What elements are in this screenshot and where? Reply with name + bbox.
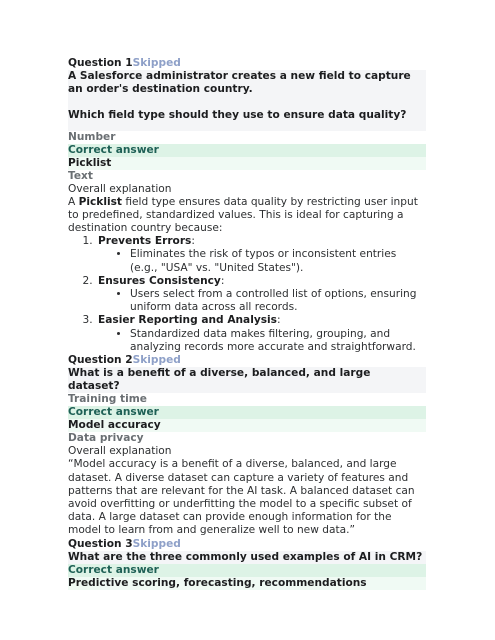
answer-option[interactable]: Training time <box>68 393 147 406</box>
question-number: Question 2 <box>68 353 133 366</box>
status-badge: Skipped <box>132 537 181 550</box>
question-3-prompt-box <box>68 551 426 564</box>
explanation-point: 2. Ensures Consistency: • Users select from a controlled list of options, ensuring uniform data across all records. <box>96 275 426 315</box>
explanation-detail: • Standardized data makes filtering, grouping, and analyzing records more accurate and straightforward. <box>130 328 426 354</box>
explanation-text: “Model accuracy is a benefit of a diverse, balanced, and large dataset. A diverse dataset can capture a variety of features and patterns that are relevant for the AI task. A balanced dataset can avoid overfitting or underfitting the model to a specific subset of data. A large dataset can provide enough information for the model to learn from and generalize well to new data.” <box>68 458 415 537</box>
question-1-header <box>68 57 426 70</box>
explanation-title: Overall explanation <box>68 182 172 195</box>
question-3-header <box>68 538 426 551</box>
answer-option-correct[interactable]: Picklist <box>68 157 426 170</box>
explanation-point: 3. Easier Reporting and Analysis: • Standardized data makes filtering, grouping, and analyzing records more accurate and straightforward. <box>96 314 426 354</box>
explanation-text: A Picklist field type ensures data quality by restricting user input to predefined, standardized values. This is ideal for capturing a destination country because: <box>68 195 418 235</box>
correct-answer-label: Correct answer <box>68 144 426 157</box>
question-prompt: Which field type should they use to ensure data quality? <box>68 109 407 122</box>
question-number: Question 3 <box>68 537 133 550</box>
explanation-detail: • Eliminates the risk of typos or inconsistent entries (e.g., "USA" vs. "United States"). <box>130 248 426 274</box>
question-text: What are the three commonly used examples of AI in CRM? <box>68 550 423 563</box>
question-text: A Salesforce administrator creates a new field to capture an order's destination country. <box>68 70 411 96</box>
answer-option[interactable]: Text <box>68 169 93 182</box>
status-badge: Skipped <box>132 353 181 366</box>
question-1-prompt-box <box>68 70 426 131</box>
question-2-header <box>68 354 426 367</box>
question-number: Question 1 <box>68 56 133 69</box>
answer-option-correct[interactable]: Predictive scoring, forecasting, recommendations <box>68 577 426 590</box>
question-2-prompt-box <box>68 367 426 393</box>
question-text: What is a benefit of a diverse, balanced, and large dataset? <box>68 367 371 393</box>
explanation-point: 1. Prevents Errors: • Eliminates the risk of typos or inconsistent entries (e.g., "USA" vs. "United States"). <box>96 235 426 275</box>
explanation-detail: • Users select from a controlled list of options, ensuring uniform data across all records. <box>130 288 426 314</box>
correct-answer-label: Correct answer <box>68 406 426 419</box>
answer-option[interactable]: Number <box>68 130 116 143</box>
explanation-list <box>68 235 426 354</box>
status-badge: Skipped <box>132 56 181 69</box>
answer-option[interactable]: Data privacy <box>68 432 144 445</box>
answer-option-correct[interactable]: Model accuracy <box>68 419 426 432</box>
correct-answer-label: Correct answer <box>68 564 426 577</box>
explanation-title: Overall explanation <box>68 445 172 458</box>
quiz-review <box>68 57 426 590</box>
